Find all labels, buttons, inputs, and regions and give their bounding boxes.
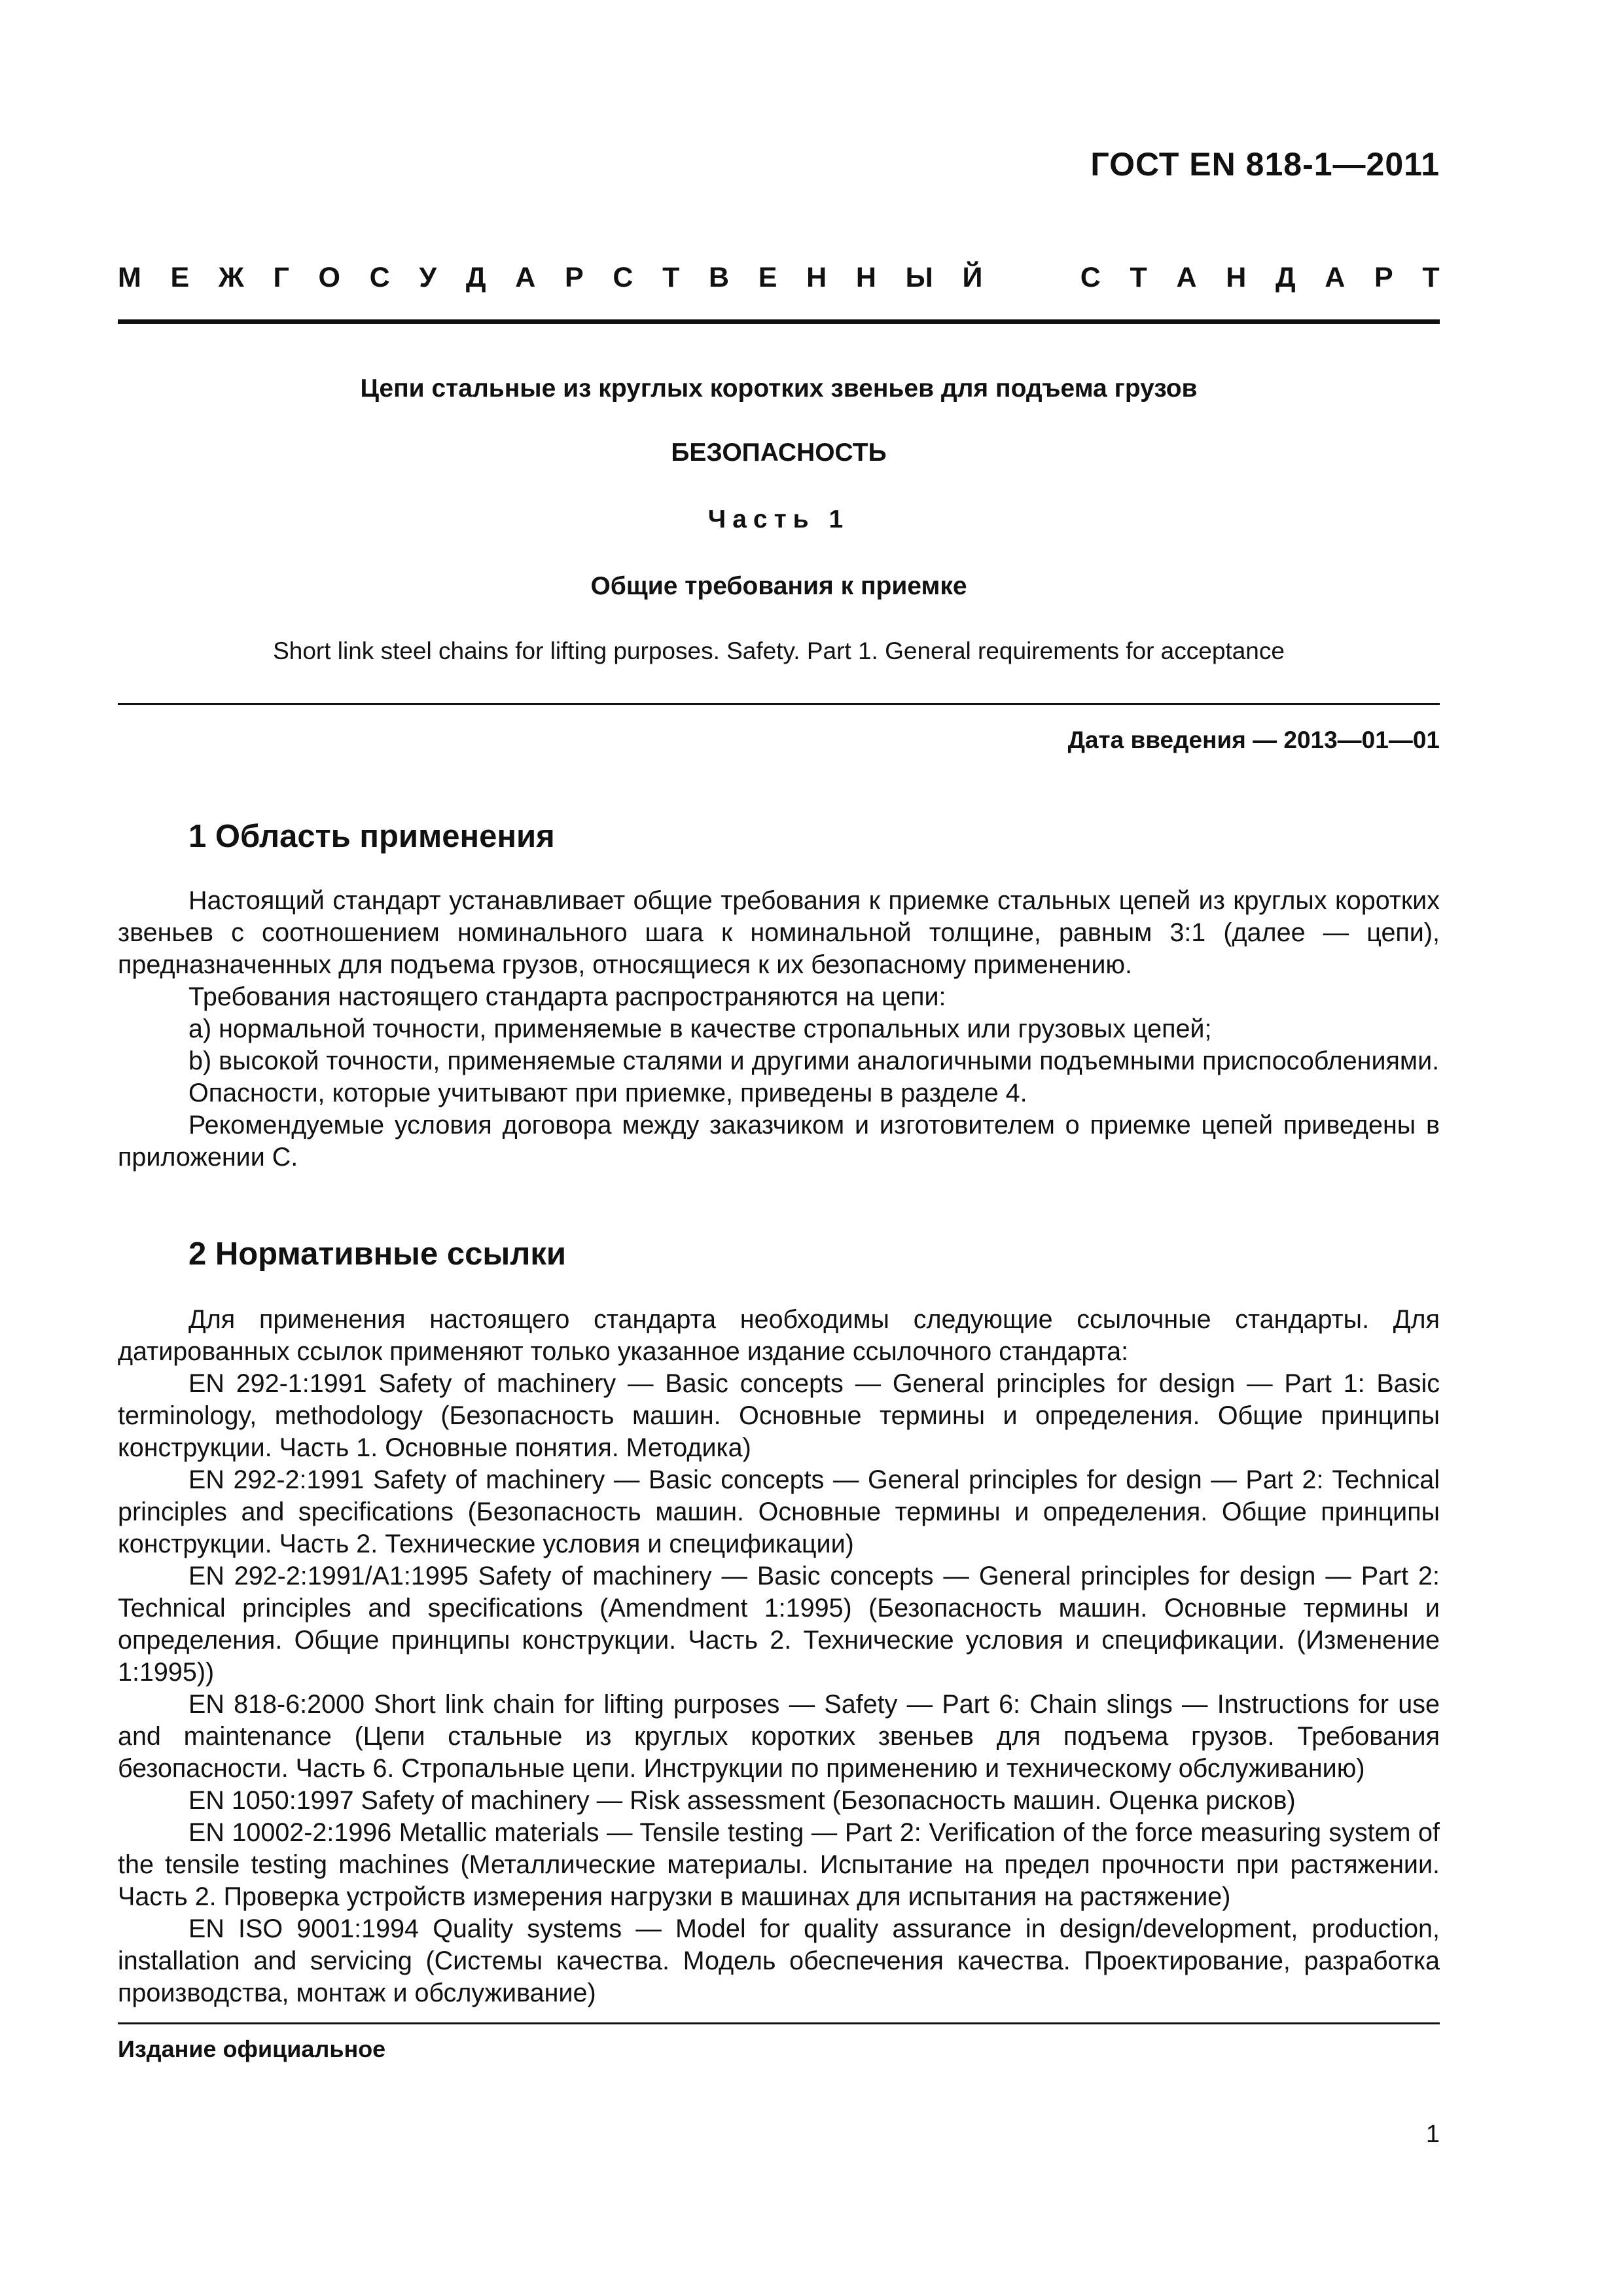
banner-letter: С [613, 261, 633, 293]
title-safety: БЕЗОПАСНОСТЬ [671, 439, 887, 467]
banner-letter: Т [662, 261, 680, 293]
reference-item: EN ISO 9001:1994 Quality systems — Model for quality assurance in design/development, production, installation and servicing (Системы качества. Модель обеспечения качества. Проектирование, разработка производства, монтаж и обслуживание) [118, 1914, 1440, 2007]
banner-letter: Н [855, 261, 876, 293]
title-divider [118, 703, 1440, 705]
banner-letter: А [515, 261, 536, 293]
header-divider [118, 319, 1440, 324]
banner-letter: С [369, 261, 390, 293]
banner-letter: Г [273, 261, 289, 293]
paragraph: Опасности, которые учитывают при приемке, приведены в разделе 4. [188, 1079, 1027, 1107]
banner-letter: А [1325, 261, 1346, 293]
title-part: Часть 1 [707, 505, 850, 533]
paragraph: Настоящий стандарт устанавливает общие требования к приемке стальных цепей из круглых коротких звеньев с соотношением номинального шага к номинальной толщине, равным 3:1 (далее — цепи), предназначенных для подъема грузов, относящиеся к их безопасному применению. [118, 886, 1440, 979]
banner-letter: С [1080, 261, 1101, 293]
banner-letter: Е [170, 261, 190, 293]
banner-letter: Н [1226, 261, 1247, 293]
paragraph: Требования настоящего стандарта распространяются на цепи: [188, 982, 946, 1011]
section-2-body [118, 1304, 1440, 2009]
banner-letter: Е [758, 261, 777, 293]
banner-letter: Р [1374, 261, 1393, 293]
document-code: ГОСТ EN 818-1—2011 [1090, 146, 1440, 183]
reference-item: EN 292-1:1991 Safety of machinery — Basic concepts — General principles for design — Part 1: Basic terminology, methodology (Безопасность машин. Основные термины и определения. Общие принципы конструкции. Часть 1. Основные понятия. Методика) [118, 1369, 1440, 1462]
banner-letter: У [419, 261, 437, 293]
banner-letter: Д [465, 261, 486, 293]
page-number: 1 [1425, 2121, 1440, 2148]
section-1-heading: 1 Область применения [188, 819, 555, 854]
banner-letter: Н [806, 261, 827, 293]
banner-letter: Д [1275, 261, 1296, 293]
banner-letter: Т [1422, 261, 1440, 293]
title-general: Общие требования к приемке [590, 572, 967, 600]
banner-letter: Й [962, 261, 983, 293]
paragraph: Рекомендуемые условия договора между заказчиком и изготовителем о приемке цепей приведены в приложении С. [118, 1111, 1440, 1172]
reference-item: EN 292-2:1991 Safety of machinery — Basic concepts — General principles for design — Part 2: Technical principles and specifications (Безопасность машин. Основные термины и определения. Общие принципы конструкции. Часть 2. Технические условия и спецификации) [118, 1465, 1440, 1558]
reference-item: EN 818-6:2000 Short link chain for lifting purposes — Safety — Part 6: Chain slings — Instructions for use and maintenance (Цепи стальные из круглых коротких звеньев для подъема грузов. Требования безопасности. Часть 6. Стропальные цепи. Инструкции по применению и техническому обслуживанию) [118, 1690, 1440, 1783]
introduction-date: Дата введения — 2013—01—01 [1067, 726, 1440, 753]
banner-letter: М [118, 261, 141, 293]
banner-letter: Т [1130, 261, 1147, 293]
title-english: Short link steel chains for lifting purposes. Safety. Part 1. General requirements for acceptance [273, 637, 1285, 664]
banner-letter: Р [564, 261, 584, 293]
banner-letter: Ж [218, 261, 244, 293]
reference-item: EN 10002-2:1996 Metallic materials — Tensile testing — Part 2: Verification of the force measuring system of the tensile testing machines (Металлические материалы. Испытание на предел прочности при растяжении. Часть 2. Проверка устройств измерения нагрузки в машинах для испытания на растяжение) [118, 1818, 1440, 1911]
reference-item: EN 292-2:1991/A1:1995 Safety of machinery — Basic concepts — General principles for design — Part 2: Technical principles and specifications (Amendment 1:1995) (Безопасность машин. Основные термины и определения. Общие принципы конструкции. Часть 2. Технические условия и спецификации. (Изменение 1:1995)) [118, 1562, 1440, 1687]
paragraph: Для применения настоящего стандарта необходимы следующие ссылочные стандарты. Для датированных ссылок применяют только указанное издание ссылочного стандарта: [118, 1305, 1440, 1366]
banner-letter: В [709, 261, 730, 293]
reference-item: EN 1050:1997 Safety of machinery — Risk assessment (Безопасность машин. Оценка рисков) [188, 1786, 1296, 1815]
section-1-body [118, 885, 1440, 1174]
official-edition-label: Издание официальное [118, 2036, 386, 2062]
list-item: b) высокой точности, применяемые сталями и другими аналогичными подъемными приспособлениями. [188, 1047, 1440, 1075]
banner-letter: А [1176, 261, 1197, 293]
section-2-heading: 2 Нормативные ссылки [188, 1236, 566, 1272]
banner-letter: О [318, 261, 340, 293]
interstate-standard-banner [118, 257, 1440, 298]
banner-letter: Ы [905, 261, 933, 293]
list-item: a) нормальной точности, применяемые в качестве стропальных или грузовых цепей; [188, 1014, 1212, 1043]
title-main: Цепи стальные из круглых коротких звеньев для подъема грузов [360, 374, 1198, 403]
footer-divider [118, 2022, 1440, 2024]
